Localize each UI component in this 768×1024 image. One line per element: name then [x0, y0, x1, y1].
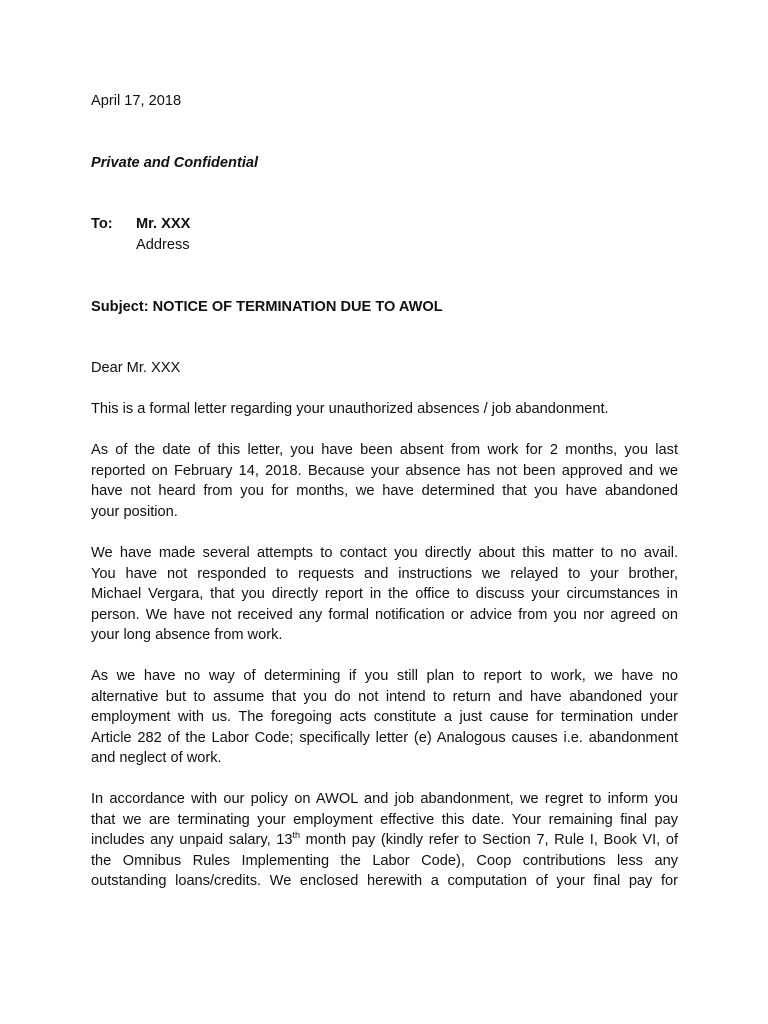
recipient-address: Address — [136, 237, 190, 253]
paragraph-line: person. We have not received any formal notification or advice from you nor agreed on — [91, 606, 678, 623]
subject-line — [91, 297, 443, 318]
intro-sentence: This is a formal letter regarding your unauthorized absences / job abandonment. — [91, 401, 609, 417]
salutation: Dear Mr. XXX — [91, 360, 181, 376]
paragraph-line — [91, 830, 678, 851]
paragraph-line: You have not responded to requests and instructions we relayed to your brother, — [91, 565, 678, 582]
paragraph-termination — [91, 789, 678, 892]
paragraph-line: your position. — [91, 503, 178, 520]
paragraph-line: your long absence from work. — [91, 627, 283, 643]
paragraph-line: reported on February 14, 2018. Because your absence has not been approved and we — [91, 462, 678, 479]
paragraph-line: have not heard from you for months, we have determined that you have abandoned — [91, 483, 678, 499]
subject-label: Subject: — [91, 299, 149, 315]
paragraph-line: Article 282 of the Labor Code; specifically letter (e) Analogous causes i.e. abandonment — [91, 729, 678, 746]
paragraph-line: As we have no way of determining if you still plan to report to work, we have no — [91, 668, 678, 684]
subject-text: NOTICE OF TERMINATION DUE TO AWOL — [152, 299, 443, 315]
recipient-label: To: — [91, 216, 113, 232]
paragraph-line: As of the date of this letter, you have been absent from work for 2 months, you last — [91, 442, 678, 458]
paragraph-line: the Omnibus Rules Implementing the Labor Code), Coop contributions less any — [91, 852, 678, 869]
paragraph-line: outstanding loans/credits. We enclosed herewith a computation of your final pay for — [91, 873, 678, 889]
paragraph-absence — [91, 440, 678, 522]
confidential-notice: Private and Confidential — [91, 155, 259, 171]
paragraph-line: employment with us. The foregoing acts constitute a just cause for termination under — [91, 709, 678, 725]
paragraph-line: alternative but to assume that you do not intend to return and have abandoned your — [91, 688, 678, 705]
paragraph-just-cause — [91, 666, 678, 769]
paragraph-line: Michael Vergara, that you directly report in the office to discuss your circumstances in — [91, 586, 678, 602]
paragraph-line: and neglect of work. — [91, 750, 222, 766]
recipient-name: Mr. XXX — [136, 216, 191, 232]
paragraph-line: In accordance with our policy on AWOL and job abandonment, we regret to inform you — [91, 791, 678, 807]
superscript: th — [292, 830, 300, 840]
text-run: includes any unpaid salary, 13 — [91, 832, 293, 848]
paragraph-contact-attempts — [91, 543, 678, 646]
paragraph-line: We have made several attempts to contact you directly about this matter to no avail. — [91, 545, 678, 561]
text-run: month pay (kindly refer to Section 7, Rule I, Book VI, of — [300, 832, 679, 848]
paragraph-line: that we are terminating your employment effective this date. Your remaining final pay — [91, 811, 678, 828]
letter-date: April 17, 2018 — [91, 93, 182, 109]
